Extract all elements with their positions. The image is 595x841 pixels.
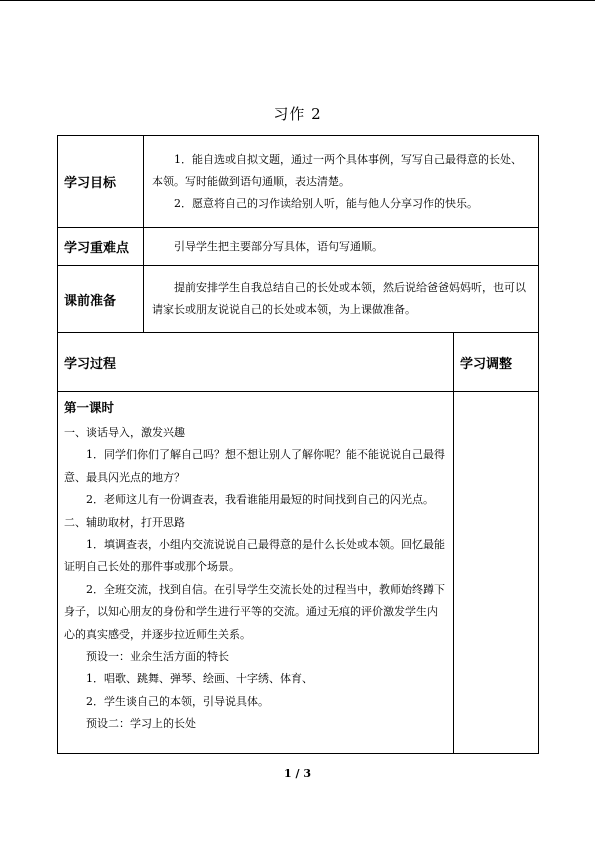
process-line: 预设一：业余生活方面的特长 [86,650,229,664]
goal-item-1: 1．能自选或自拟文题，通过一两个具体事例，写写自己最得意的长处、本领。写时能做到语句通顺，表达清楚。 [152,152,522,188]
lesson-title: 第一课时 [64,400,115,415]
process-content [58,392,454,754]
page-title: 习作 2 [273,105,322,123]
adjust-content [454,392,539,754]
process-line: 预设二：学习上的长处 [86,717,196,731]
process-line: 2．全班交流，找到自信。在引导学生交流长处的过程当中，教师始终蹲下身子，以知心朋友的身份和学生进行平等的交流。通过无痕的评价激发学生内心的真实感受，并逐步拉近师生关系。 [64,582,445,641]
preparation-row [58,266,539,333]
keypoints-text: 引导学生把主要部分写具体，语句写通顺。 [174,239,383,253]
preparation-label: 课前准备 [58,266,144,333]
process-line: 二、辅助取材，打开思路 [64,515,185,529]
process-body-row [58,392,539,754]
goals-row [58,136,539,228]
top-rule [0,0,595,1]
process-label: 学习过程 [58,333,454,392]
goal-item-2: 2．愿意将自己的习作读给别人听，能与他人分享习作的快乐。 [174,196,478,210]
process-line: 1．唱歌、跳舞、弹琴、绘画、十字绣、体育、 [86,672,313,686]
keypoints-label: 学习重难点 [58,228,144,266]
goals-label: 学习目标 [58,136,144,228]
page-number: 1 / 3 [284,767,311,780]
process-line: 1．填调查表，小组内交流说说自己最得意的是什么长处或本领。回忆最能证明自己长处的那件事或那个场景。 [64,538,445,574]
adjust-label: 学习调整 [454,333,539,392]
keypoints-row [58,228,539,266]
preparation-text: 提前安排学生自我总结自己的长处或本领，然后说给爸爸妈妈听，也可以请家长或朋友说说自己的长处或本领，为上课做准备。 [152,281,526,316]
keypoints-content [144,228,539,266]
preparation-content [144,266,539,333]
lesson-plan-table [57,135,539,754]
process-line: 2．学生谈自己的本领，引导说具体。 [86,694,269,708]
process-line: 1．同学们你们了解自己吗？想不想让别人了解你呢？能不能说说自己最得意、最具闪光点的地方？ [64,448,445,484]
goals-content [144,136,539,228]
process-header-row [58,333,539,392]
process-line: 一、谈话导入，激发兴趣 [64,426,185,439]
process-line: 2．老师这儿有一份调查表，我看谁能用最短的时间找到自己的闪光点。 [86,493,434,507]
